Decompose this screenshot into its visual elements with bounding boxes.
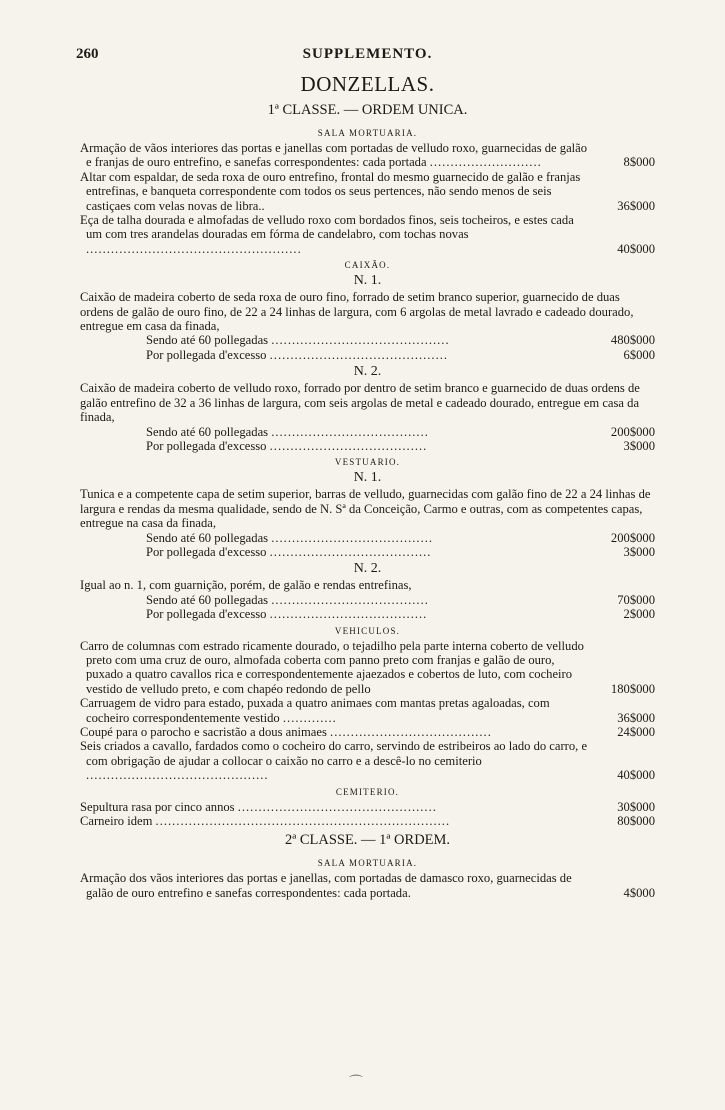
section-sala-mortuaria: SALA MORTUARIA. [317,128,418,138]
item-text: Sepultura rasa por cinco annos [80,799,235,814]
list-item [80,607,655,621]
item-text: Carro de columnas com estrado ricamente dourado, o tejadilho pela parte interna coberto de velludo preto com uma cruz de ouro, almofada coberta com panno preto com franjas e galão de ouro, puxado a quatro cavallos rica e correspondentemente ajaezados e cobertos de luto, com cocheiro vestido de velludo preto, e com chapéo redondo de pello [80,638,584,696]
section-vehiculos: VEHICULOS. [334,625,401,636]
item-price: 4$000 [623,885,655,900]
list-item [80,348,655,362]
item-text: Coupé para o parocho e sacristão a dous animaes [80,725,327,739]
item-price: 40$000 [617,241,655,256]
leader-dots: ............................................ [86,768,269,783]
leader-dots: ...................................... [271,424,429,439]
item-price: 200$000 [610,530,655,545]
list-item [80,639,655,697]
item-price: 8$000 [623,155,655,170]
classe-2-heading: 2ª CLASSE. — 1ª ORDEM. [284,832,451,849]
item-price: 3$000 [623,438,655,453]
item-text: Carneiro idem [80,814,153,829]
leader-dots: ...................................... [271,592,429,607]
leader-dots: ...................................... [269,438,428,453]
list-item [80,814,655,828]
item-price: 36$000 [617,198,655,213]
item-price: 6$000 [623,347,655,362]
item-price: 200$000 [610,424,655,439]
section-cemiterio: CEMITERIO. [335,786,400,797]
item-text: Sendo até 60 pollegadas [146,333,269,348]
item-price: 180$000 [610,681,655,696]
item-text: Armação dos vãos interiores das portas e janellas, com portadas de damasco roxo, guarnecidas de galão de ouro entrefino e sanefas correspondentes: cada portada. [80,871,572,900]
item-price: 70$000 [617,592,655,607]
leader-dots: ........................................... [269,347,449,362]
item-text: Sendo até 60 pollegadas [146,592,269,607]
section-sala-mortuaria-2: SALA MORTUARIA. [317,858,418,869]
list-item [80,800,655,814]
item-text: Seis criados a cavallo, fardados como o cocheiro do carro, servindo de estribeiros ao lado do carro, e com obrigação de ajudar a collocar o caixão no carro e a descê-lo no cemiterio [80,739,588,768]
leader-dots: ........................................... [271,333,450,348]
list-item [80,545,655,559]
page-title: DONZELLAS. [300,72,435,96]
item-price: 36$000 [617,710,655,725]
section-caixao: CAIXÃO. [344,260,391,271]
item-text: Sendo até 60 pollegadas [146,424,269,439]
item-text: Carruagem de vidro para estado, puxada a quatro animaes com mantas pretas agaloadas, com cocheiro correspondentemente vestido [80,696,550,725]
item-price: 24$000 [617,725,655,739]
item-price: 80$000 [617,814,655,829]
leader-dots: ....................................... [269,544,432,559]
printer-mark-glyph: ⌒ [349,1076,363,1091]
list-item [80,871,655,900]
item-text: Armação de vãos interiores das portas e janellas com portadas de velludo roxo, guarnecidas de galão e franjas de ouro entrefino, e sanefas correspondentes: cada portada [80,141,588,170]
list-item [80,739,655,782]
classe-1-heading: 1ª CLASSE. — ORDEM UNICA. [267,102,468,118]
list-item [80,531,655,545]
list-item [80,696,655,725]
item-text: Eça de talha dourada e almofadas de velludo roxo com bordados finos, seis tocheiros, e estes cada um com tres arandelas douradas em fórma de candelabro, com tochas novas [80,213,574,242]
running-title: SUPPLEMENTO. [302,46,433,62]
list-item [80,213,655,256]
leader-dots: ...................................... [269,607,428,622]
caixao-n2-text: Caixão de madeira coberto de velludo roxo, forrado por dentro de setim branco e guarnecido de duas ordens de galão entrefino de 32 a 36 linhas de largura, com seis argolas de metal e cadeado dourado, entregue em casa da finada, [80,381,640,425]
list-item [80,593,655,607]
vestuario-n2-label: N. 2. [353,561,382,577]
item-text: Sendo até 60 pollegadas [146,530,269,545]
item-text: Por pollegada d'excesso [146,544,267,559]
vestuario-n1-label: N. 1. [353,470,382,486]
list-item [80,333,655,347]
list-item [80,439,655,453]
running-head [76,46,655,66]
leader-dots: ................................................ [237,799,437,814]
caixao-n1-text: Caixão de madeira coberto de seda roxa de ouro fino, forrado de setim branco superior, guarnecido de duas ordens de galão de ouro fino, de 22 a 24 linhas de largura, com 6 argolas de metal lavrado e cadeado dourado, entregue em casa da finada, [80,290,634,334]
item-text: Por pollegada d'excesso [146,607,267,622]
leader-dots: ....................................................................... [155,814,451,829]
item-price: 2$000 [623,607,655,622]
leader-dots: .................................................... [86,241,302,256]
sala1-items [80,141,655,256]
list-item [80,170,655,213]
vestuario-n1-text: Tunica e a competente capa de setim superior, barras de velludo, guarnecidas com galão fino de 22 a 24 linhas de largura e rendas da mesma qualidade, sendo de N. Sª da Conceição, Carmo e outras, com as competentes capas, entregue na casa da finada, [80,487,651,531]
caixao-n1-label: N. 1. [353,273,382,289]
leader-dots: ....................................... [330,725,492,739]
leader-dots: ....................................... [271,530,434,545]
item-text: Por pollegada d'excesso [146,347,267,362]
list-item [80,141,655,170]
item-text: Altar com espaldar, de seda roxa de ouro entrefino, frontal do mesmo guarnecido de galão e franjas entrefinas, e banqueta correspondente com todos os seus pertences, não sendo menos de seis castiçaes com velas novas de libra.. [80,169,581,213]
caixao-n2-label: N. 2. [353,364,382,380]
list-item [80,425,655,439]
section-vestuario: VESTUARIO. [334,457,401,468]
item-price: 30$000 [617,799,655,814]
list-item [80,725,655,739]
item-price: 40$000 [617,768,655,783]
vestuario-n2-text: Igual ao n. 1, com guarnição, porém, de galão e rendas entrefinas, [80,578,412,593]
item-text: Por pollegada d'excesso [146,438,267,453]
item-price: 3$000 [623,544,655,559]
leader-dots: ............. [282,710,337,725]
item-price: 480$000 [610,333,655,348]
page-number: 260 [76,46,99,62]
leader-dots: ........................... [429,155,542,170]
